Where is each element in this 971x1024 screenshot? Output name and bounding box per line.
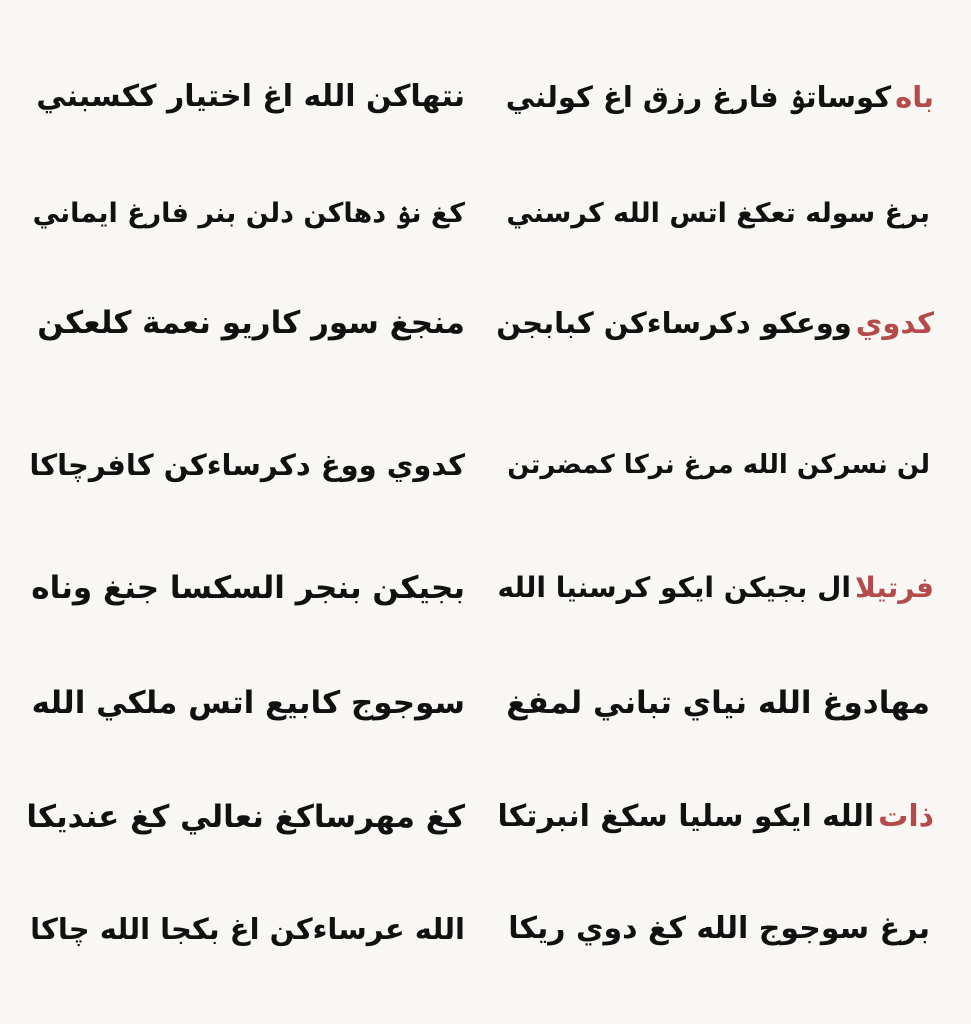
verse-8-left-text: الله عرساءکن اغ بکجا الله چاکا — [30, 911, 465, 946]
verse-1-right-hemistich — [485, 42, 940, 152]
verse-5-right-text: ال بجيکن ايکو کرسنيا الله — [497, 571, 852, 604]
verse-1-right-text: کوساتۏ فارغ رزق اغ کولني — [505, 79, 892, 114]
verse-1-left-text: نتهاکن الله اغ اختيار ککسبني — [36, 79, 465, 114]
verse-5-left-text: بجيکن بنجر السکسا جنغ وناه — [31, 569, 465, 606]
verse-6-left-text: سوجوج کابيع اتس ملکي الله — [31, 684, 465, 721]
verse-5-right-hemistich — [485, 533, 940, 643]
verse-1-rubric: باه — [895, 79, 934, 114]
verse-4-right-hemistich — [485, 410, 940, 520]
verse-4-left-hemistich — [30, 410, 485, 520]
verse-3 — [30, 268, 940, 378]
verse-7-left-hemistich — [26, 762, 485, 872]
verse-6-right-hemistich — [485, 648, 940, 758]
verse-2 — [30, 158, 940, 268]
verse-7-left-text: کغ مهرساکغ نعالي کغ عنديکا — [26, 798, 465, 835]
verse-2-left-text: کغ نۏ دهاکن دلن بنر فارغ ايماني — [32, 197, 465, 229]
verse-1 — [30, 42, 940, 152]
verse-8-left-hemistich — [30, 874, 485, 984]
verse-7 — [26, 762, 940, 872]
verse-8 — [30, 874, 940, 984]
verse-5 — [30, 533, 940, 643]
verse-3-right-text: ووعکو دکرساءکن کبابجن — [496, 305, 852, 340]
verse-1-left-hemistich — [30, 42, 485, 152]
verse-2-left-hemistich — [30, 158, 485, 268]
verse-7-right-text: الله ايکو سليا سکغ انبرتکا — [497, 799, 875, 834]
verse-8-right-text: برغ سوجوج الله کغ دوي ريکا — [508, 911, 930, 946]
verse-3-left-hemistich — [30, 268, 485, 378]
verse-2-right-text: برغ سوله تعکغ اتس الله کرسني — [506, 197, 930, 229]
verse-2-right-hemistich — [485, 158, 940, 268]
verse-3-right-hemistich — [485, 268, 940, 378]
verse-3-left-text: منجغ سور کاريو نعمة کلعکن — [37, 304, 465, 341]
verse-5-rubric: فرتيلا — [855, 571, 934, 604]
verse-4-right-text: لن نسرکن الله مرغ نرکا کمضرتن — [507, 450, 930, 480]
verse-4-left-text: کدوي ووغ دکرساءکن کافرچاکا — [29, 447, 465, 482]
verse-7-right-hemistich — [485, 762, 940, 872]
verse-3-rubric: کدوي — [855, 305, 934, 340]
verse-6-left-hemistich — [30, 648, 485, 758]
verse-6 — [30, 648, 940, 758]
verse-7-rubric: ذات — [878, 799, 934, 834]
verse-8-right-hemistich — [485, 874, 940, 984]
verse-5-left-hemistich — [30, 533, 485, 643]
verse-4 — [30, 410, 940, 520]
verse-6-right-text: مهادوغ الله نياي تباني لمفغ — [506, 684, 930, 721]
